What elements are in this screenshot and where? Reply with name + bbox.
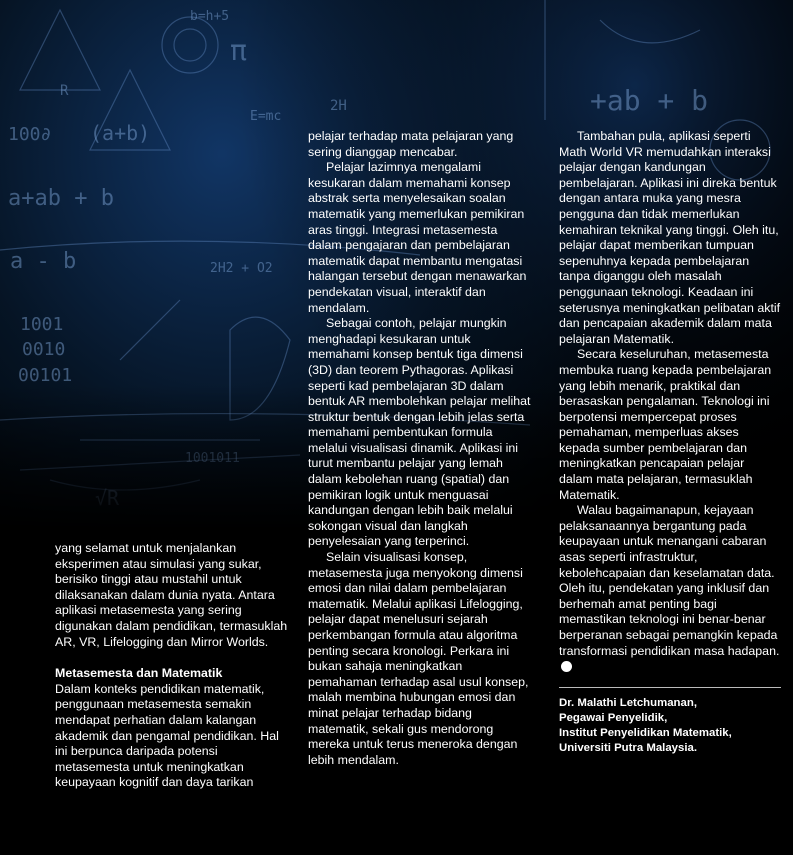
text-column-3 <box>559 129 781 756</box>
column2-paragraph-3: Sebagai contoh, pelajar mungkin menghadapi kesukaran untuk memahami konsep bentuk tiga dimensi (3D) dan teorem Pythagoras. Aplikasi seperti kad pembelajaran 3D dalam bentuk AR membolehkan pelajar melihat struktur bentuk dengan lebih jelas serta memahami pembentukan formula melalui visualisasi dinamik. Aplikasi ini turut membantu pelajar yang lemah dalam kebolehan ruang (spatial) dan pemikiran logik untuk menguasai kandungan dengan lebih baik melalui sokongan visual dan langkah penyelesaian yang terperinci. <box>308 316 531 549</box>
end-mark-icon: JN <box>561 661 572 672</box>
column3-paragraph-1: Tambahan pula, aplikasi seperti Math World VR memudahkan interaksi pelajar dengan kandungan pembelajaran. Aplikasi ini direka bentuk dengan antara muka yang mesra pengguna dan tidak memerlukan kemahiran teknikal yang tinggi. Oleh itu, pelajar dapat memberikan tumpuan sepenuhnya kepada pembelajaran tanpa diganggu oleh masalah penggunaan teknologi. Keadaan ini seterusnya meningkatkan pelibatan aktif dan pencapaian akademik dalam mata pelajaran Matematik. <box>559 129 781 346</box>
author-position: Pegawai Penyelidik, <box>559 711 668 724</box>
column2-paragraph-2: Pelajar lazimnya mengalami kesukaran dalam memahami konsep abstrak serta menyelesaikan soalan matematik yang memerlukan pemikiran aras tinggi. Integrasi metasemesta dalam pengajaran dan pembelajaran matematik dapat membantu mengatasi halangan tersebut dengan menawarkan pendekatan visual, interaktif dan mendalam. <box>308 160 527 315</box>
column1-paragraph-2: Dalam konteks pendidikan matematik, penggunaan metasemesta semakin mendapat perhatian dalam kalangan akademik dan pengamal pendidikan. Hal ini berpunca daripada potensi metasemesta untuk meningkatkan keupayaan kognitif dan daya tarikan <box>55 681 279 790</box>
column3-paragraph-3-text: Walau bagaimanapun, kejayaan pelaksanaannya bergantung pada keupayaan untuk menangani cabaran asas seperti infrastruktur, kebolehcapaian dan keselamatan data. Oleh itu, pendekatan yang inklusif dan berhemah amat penting bagi memastikan teknologi ini benar-benar berperanan sebagai pemangkin kepada transformasi pendidikan masa hadapan. <box>559 503 780 658</box>
column2-paragraph-4: Selain visualisasi konsep, metasemesta juga menyokong dimensi emosi dan nilai dalam pembelajaran matematik. Melalui aplikasi Lifelogging, pelajar dapat menelusuri sejarah perkembangan formula atau algoritma penting secara kronologi. Perkara ini bukan sahaja meningkatkan pemahaman terhadap asal usul konsep, malah membina hubungan emosi dan minat pelajar terhadap bidang matematik, sekali gus mendorong mereka untuk terus meneroka dengan lebih mendalam. <box>308 550 529 767</box>
column1-paragraph-1: yang selamat untuk menjalankan eksperimen atau simulasi yang sukar, berisiko tinggi atau mustahil untuk dilaksanakan dalam dunia nyata. Antara aplikasi metasemesta yang sering digunakan dalam pendidikan, termasuklah AR, VR, Lifelogging dan Mirror Worlds. <box>55 541 288 649</box>
column3-paragraph-2: Secara keseluruhan, metasemesta membuka ruang kepada pembelajaran yang lebih menarik, praktikal dan berasaskan pengalaman. Teknologi ini berpotensi mempercepat proses pemahaman, memperluas akses kepada sumber pembelajaran dan meningkatkan pencapaian pelajar dalam mata pelajaran, termasuklah Matematik. <box>559 347 772 502</box>
section-heading: Metasemesta dan Matematik <box>55 666 223 681</box>
author-institute: Institut Penyelidikan Matematik, <box>559 726 732 739</box>
author-name: Dr. Malathi Letchumanan, <box>559 696 697 709</box>
author-university: Universiti Putra Malaysia. <box>559 741 698 754</box>
column2-paragraph-1: pelajar terhadap mata pelajaran yang sering dianggap mencabar. <box>308 129 514 159</box>
text-column-2 <box>308 129 534 768</box>
column3-paragraph-3 <box>559 503 781 675</box>
text-column-1 <box>55 541 288 791</box>
author-byline <box>559 696 781 756</box>
divider <box>559 687 781 688</box>
